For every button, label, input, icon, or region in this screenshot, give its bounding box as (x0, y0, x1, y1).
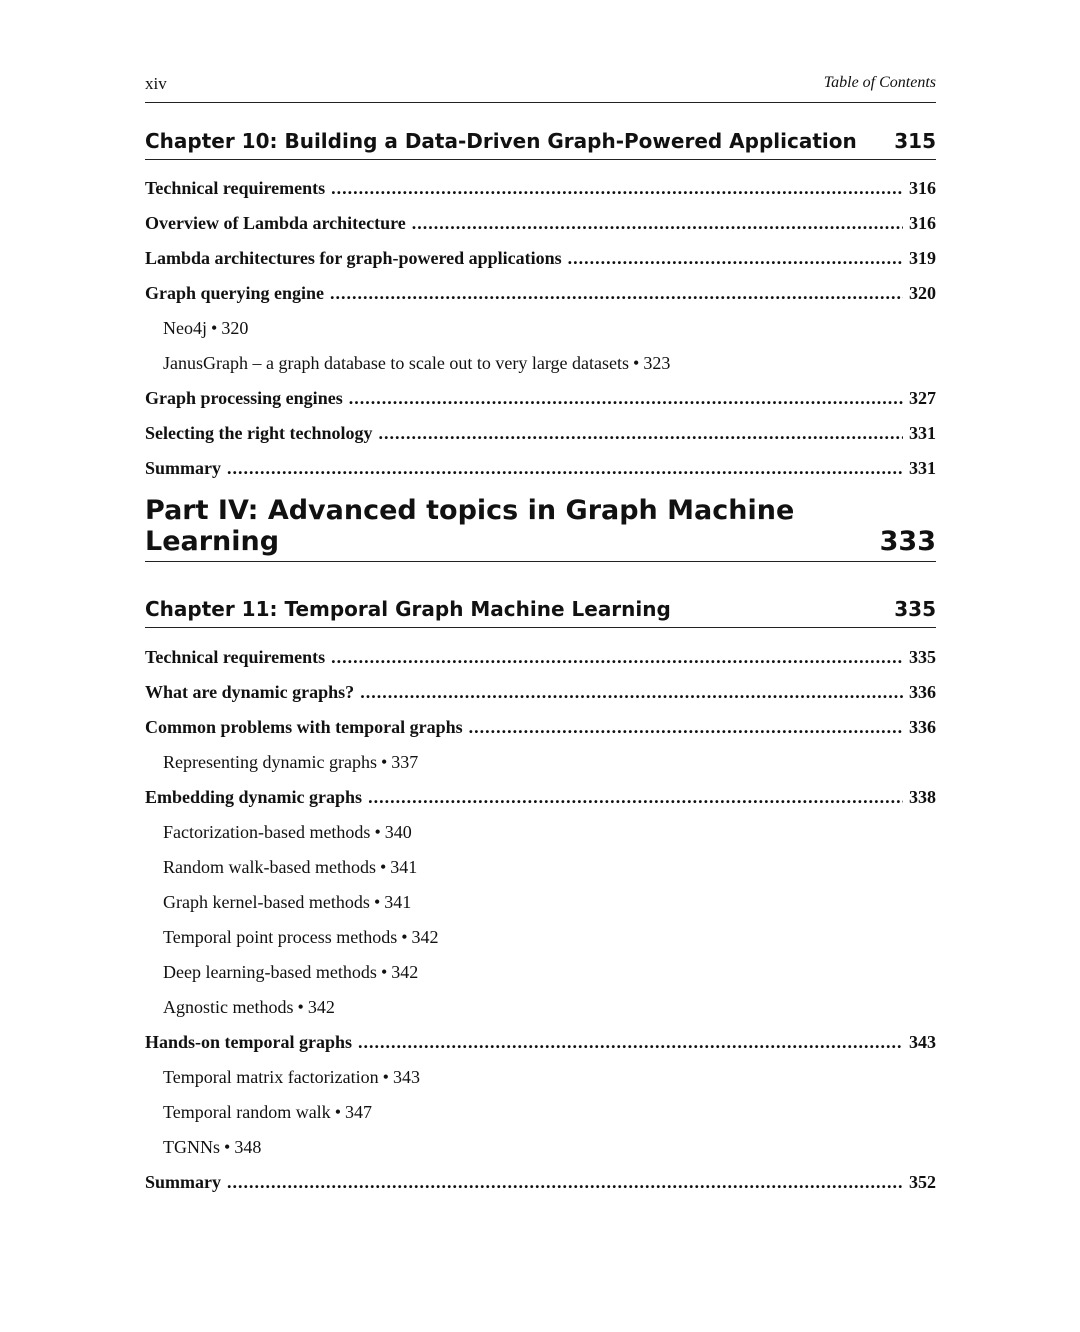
toc-entry-page: 316 (909, 213, 936, 233)
dot-leader (331, 647, 903, 668)
bullet-icon: • (401, 927, 408, 947)
toc-entry-label: What are dynamic graphs? (145, 682, 355, 702)
toc-subentry[interactable] (163, 822, 412, 850)
dot-leader (349, 388, 903, 409)
dot-leader (358, 1032, 903, 1053)
toc-subentry-label: Temporal matrix factorization (163, 1067, 379, 1087)
toc-subentry-page: 342 (307, 997, 335, 1017)
toc-entry-page: 320 (909, 283, 936, 303)
dot-leader (330, 283, 903, 304)
toc-subentry[interactable] (163, 927, 439, 955)
toc-entry-label: Selecting the right technology (145, 423, 373, 443)
toc-subentry[interactable] (163, 1102, 372, 1130)
toc-subentry-label: Factorization-based methods (163, 822, 371, 842)
toc-entry[interactable] (145, 248, 936, 276)
toc-subentry-page: 342 (391, 962, 419, 982)
toc-subentry[interactable] (163, 857, 417, 885)
toc-page (145, 0, 936, 1332)
toc-subentry-page: 341 (390, 857, 418, 877)
toc-entry-page: 327 (909, 388, 936, 408)
dot-leader (412, 213, 903, 234)
bullet-icon: • (374, 822, 381, 842)
toc-subentry-page: 342 (411, 927, 439, 947)
toc-entry[interactable] (145, 178, 936, 206)
toc-subentry-label: Graph kernel-based methods (163, 892, 370, 912)
toc-subentry-page: 343 (392, 1067, 420, 1087)
chapter-10-heading[interactable] (145, 128, 936, 160)
chapter-page: 335 (894, 597, 936, 621)
dot-leader (227, 1172, 903, 1193)
running-title: Table of Contents (823, 74, 936, 91)
toc-subentry-page: 347 (345, 1102, 372, 1122)
toc-entry[interactable] (145, 1032, 936, 1060)
toc-entry-label: Graph querying engine (145, 283, 325, 303)
toc-entry-page: 319 (909, 248, 936, 268)
toc-subentry[interactable] (163, 353, 670, 381)
toc-subentry[interactable] (163, 318, 248, 346)
dot-leader (378, 423, 903, 444)
toc-entry-label: Hands-on temporal graphs (145, 1032, 353, 1052)
toc-entry-label: Overview of Lambda architecture (145, 213, 406, 233)
toc-subentry[interactable] (163, 1067, 420, 1095)
toc-subentry[interactable] (163, 892, 411, 920)
toc-entry[interactable] (145, 283, 936, 311)
toc-subentry[interactable] (163, 752, 418, 780)
toc-entry[interactable] (145, 213, 936, 241)
part-4-heading[interactable] (145, 495, 936, 562)
bullet-icon: • (373, 892, 381, 912)
toc-entry-page: 331 (909, 458, 936, 478)
toc-subentry-page: 320 (221, 318, 249, 338)
toc-subentry[interactable] (163, 962, 418, 990)
toc-subentry-label: Temporal point process methods (163, 927, 398, 947)
chapter-page: 315 (894, 129, 936, 153)
toc-entry-label: Graph processing engines (145, 388, 343, 408)
toc-entry[interactable] (145, 1172, 936, 1200)
chapter-title: Chapter 11: Temporal Graph Machine Learning (145, 597, 671, 621)
toc-entry-page: 343 (909, 1032, 936, 1052)
toc-entry[interactable] (145, 458, 936, 486)
dot-leader (227, 458, 903, 479)
bullet-icon: • (334, 1102, 341, 1122)
chapter-title: Chapter 10: Building a Data-Driven Graph-Powered Application (145, 129, 857, 153)
toc-subentry[interactable] (163, 1137, 261, 1165)
toc-subentry-label: Temporal random walk (163, 1102, 331, 1122)
bullet-icon: • (211, 318, 218, 338)
toc-entry-page: 336 (909, 717, 936, 737)
dot-leader (331, 178, 903, 199)
toc-subentry-page: 323 (643, 353, 671, 373)
toc-entry[interactable] (145, 682, 936, 710)
toc-entry-label: Summary (145, 1172, 221, 1192)
toc-subentry-label: Representing dynamic graphs (163, 752, 377, 772)
toc-subentry-label: Agnostic methods (163, 997, 294, 1017)
toc-entry-label: Lambda architectures for graph-powered applications (145, 248, 562, 268)
toc-entry[interactable] (145, 423, 936, 451)
toc-subentry-label: JanusGraph – a graph database to scale out to very large datasets (163, 353, 630, 373)
toc-subentry-label: Random walk-based methods (163, 857, 376, 877)
dot-leader (568, 248, 903, 269)
chapter-11-heading[interactable] (145, 596, 936, 628)
toc-entry-page: 316 (909, 178, 936, 198)
toc-entry[interactable] (145, 717, 936, 745)
toc-entry[interactable] (145, 787, 936, 815)
toc-subentry-page: 341 (384, 892, 412, 912)
bullet-icon: • (224, 1137, 231, 1157)
toc-subentry[interactable] (163, 997, 335, 1025)
bullet-icon: • (379, 857, 387, 877)
dot-leader (469, 717, 903, 738)
bullet-icon: • (380, 962, 388, 982)
page-number: xiv (145, 74, 167, 93)
toc-entry-label: Summary (145, 458, 221, 478)
bullet-icon: • (382, 1067, 389, 1087)
toc-entry[interactable] (145, 647, 936, 675)
bullet-icon: • (297, 997, 304, 1017)
toc-entry-label: Embedding dynamic graphs (145, 787, 363, 807)
dot-leader (368, 787, 903, 808)
toc-subentry-label: TGNNs (163, 1137, 220, 1157)
bullet-icon: • (633, 353, 640, 373)
toc-entry[interactable] (145, 388, 936, 416)
toc-entry-page: 352 (909, 1172, 936, 1192)
toc-entry-page: 335 (909, 647, 936, 667)
toc-entry-label: Technical requirements (145, 178, 326, 198)
toc-entry-label: Technical requirements (145, 647, 326, 667)
toc-entry-page: 336 (909, 682, 936, 702)
toc-entry-page: 338 (909, 787, 936, 807)
part-page: 333 (879, 526, 936, 557)
dot-leader (360, 682, 903, 703)
toc-entry-label: Common problems with temporal graphs (145, 717, 463, 737)
running-header (145, 74, 936, 103)
toc-subentry-label: Deep learning-based methods (163, 962, 377, 982)
bullet-icon: • (380, 752, 388, 772)
toc-subentry-page: 348 (234, 1137, 262, 1157)
toc-subentry-page: 340 (384, 822, 412, 842)
toc-entry-page: 331 (909, 423, 936, 443)
toc-subentry-label: Neo4j (163, 318, 207, 338)
toc-subentry-page: 337 (391, 752, 419, 772)
part-title: Part IV: Advanced topics in Graph Machine Learning (145, 495, 795, 557)
